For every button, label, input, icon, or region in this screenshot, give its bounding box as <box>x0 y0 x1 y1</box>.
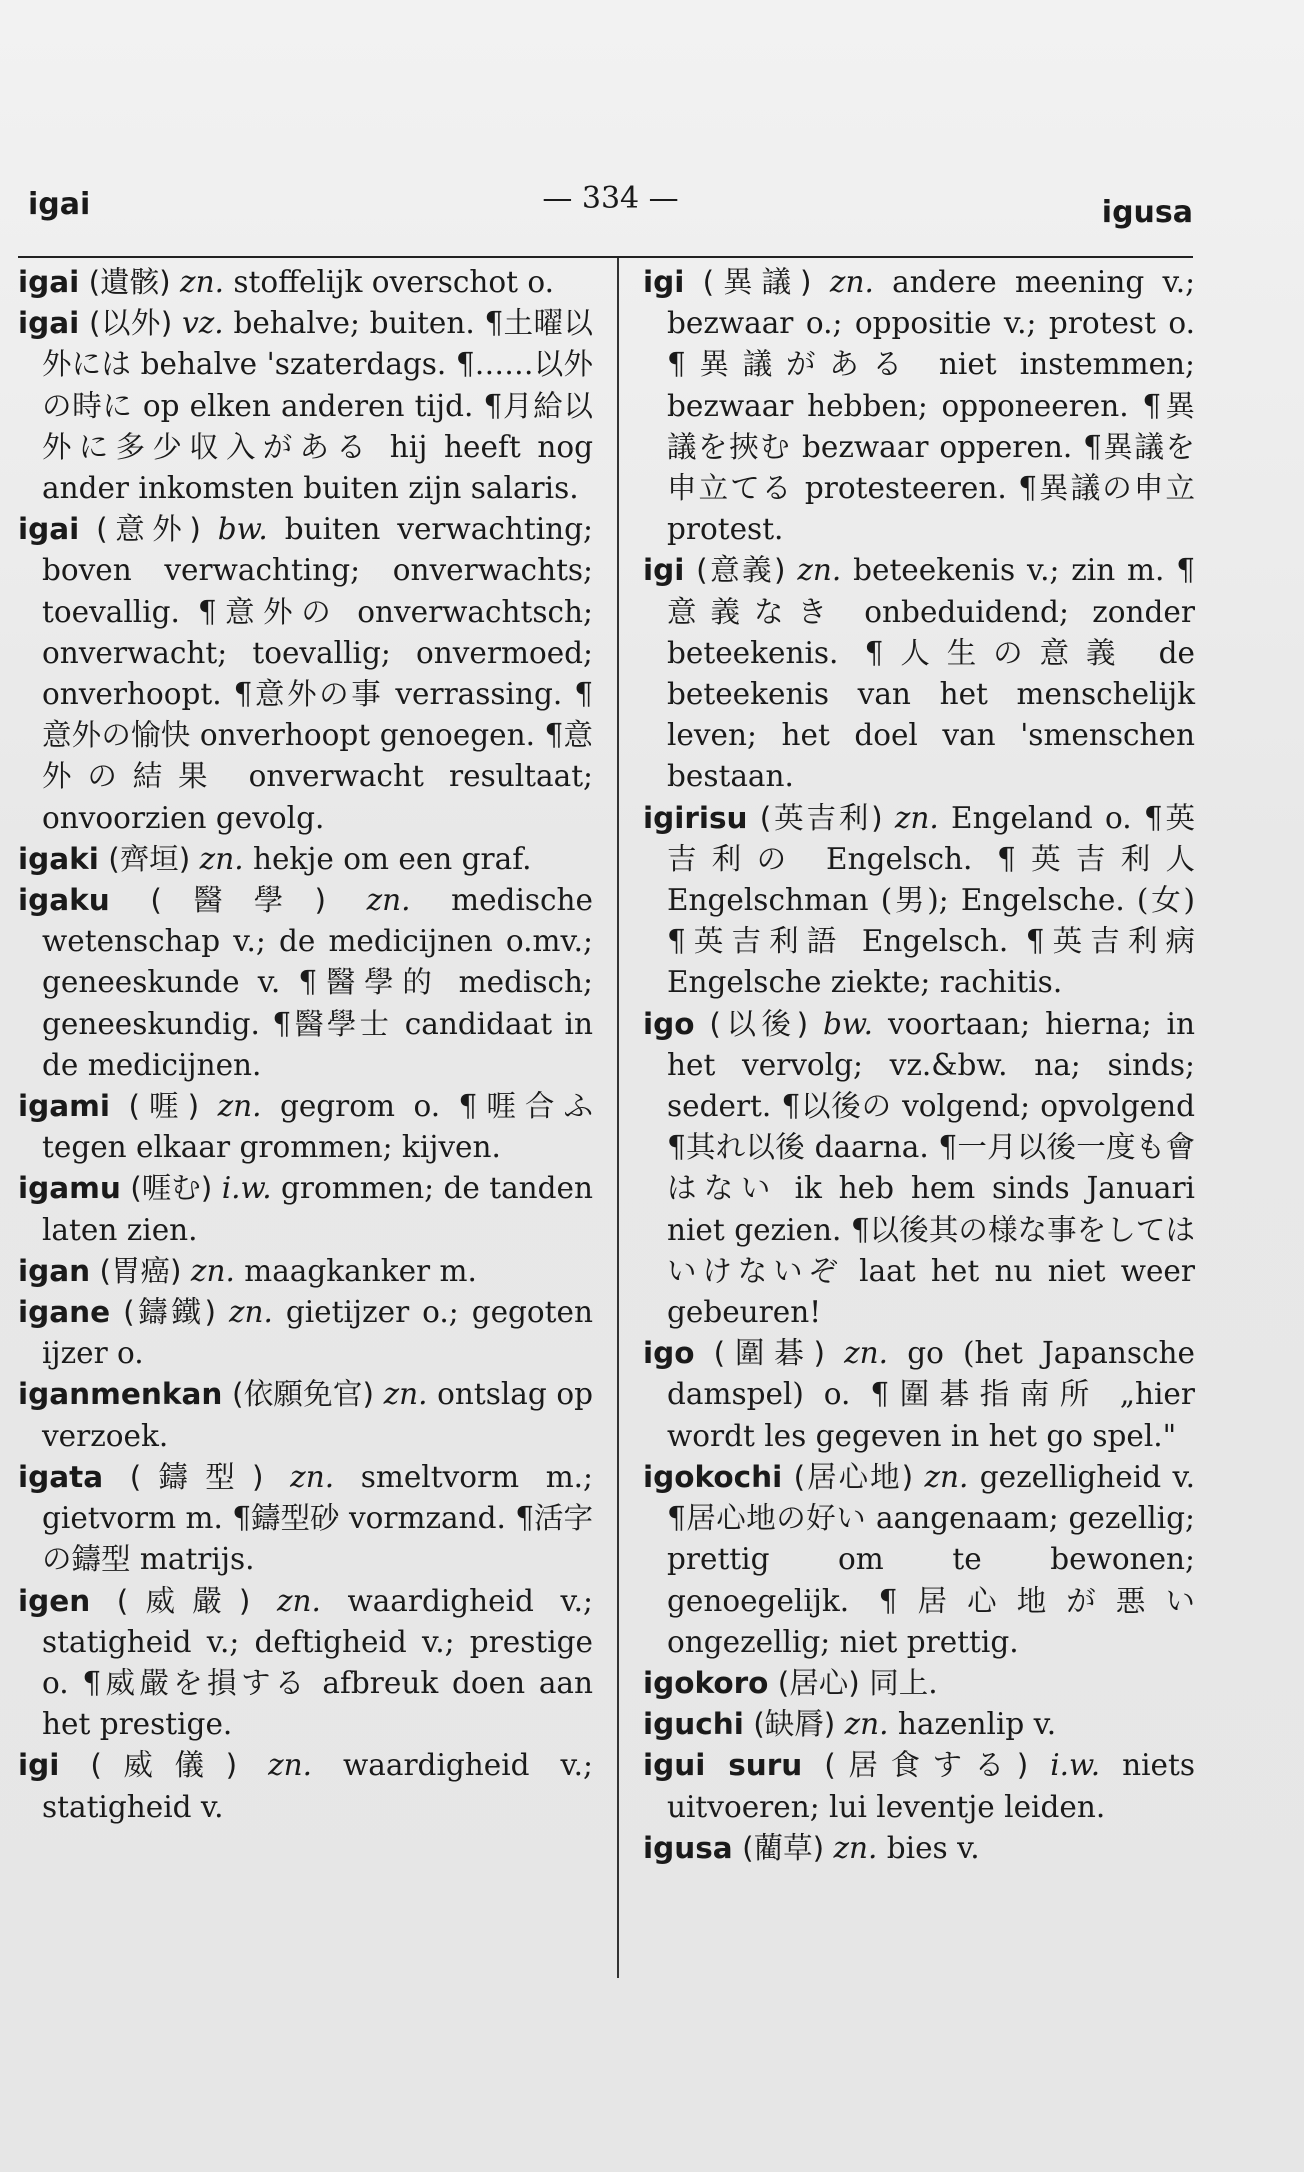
entry-kanji: (居心) <box>768 1665 870 1700</box>
page-header <box>28 175 1193 230</box>
entry-headword: igokochi <box>643 1459 783 1494</box>
entry-definition: waardigheid v.; statigheid v. <box>42 1748 593 1824</box>
entry-headword: igo <box>643 1336 695 1371</box>
entry-headword: igai <box>18 512 80 547</box>
entry-part-of-speech: zn. <box>383 1377 438 1412</box>
entry-part-of-speech: zn. <box>829 265 893 299</box>
dictionary-entry <box>18 262 593 303</box>
entry-definition: behalve; buiten. ¶土曜以外には behalve 'szaterdags. ¶……以外の時に op elken anderen tijd. ¶月給以外に多少収入がある hij heeft nog ander inkomsten buiten zijn salaris. <box>42 306 593 506</box>
entry-part-of-speech: bw. <box>823 1006 888 1041</box>
entry-part-of-speech: bw. <box>217 512 285 547</box>
entry-headword: igata <box>18 1459 104 1494</box>
entry-kanji: (遺骸) <box>79 265 181 299</box>
entry-headword: igaku <box>18 883 110 918</box>
dictionary-entry <box>18 1457 593 1581</box>
entry-headword: igi <box>643 265 685 299</box>
entry-kanji: (以外) <box>79 306 183 341</box>
entry-kanji: (鑄型) <box>103 1459 291 1494</box>
entry-headword: igami <box>18 1089 110 1124</box>
dictionary-entry <box>18 1292 593 1374</box>
entry-definition: go (het Japansche damspel) o. ¶圍碁指南所 „hier wordt les gegeven in het go spel." <box>667 1336 1195 1453</box>
page-number: — 334 — <box>542 181 679 216</box>
dictionary-entry <box>643 1004 1195 1334</box>
entry-definition: buiten verwachting; boven verwachting; onverwachts; toevallig. ¶意外の onverwachtsch; onverwacht; toevallig; onvermoed; onverhoopt. ¶意外の事 verrassing. ¶意外の愉快 onverhoopt genoegen. ¶意外の結果 onverwacht resultaat; onvoorzien gevolg. <box>42 512 593 835</box>
right-column <box>643 262 1195 1869</box>
dictionary-entry <box>643 1457 1195 1663</box>
entry-definition: medische wetenschap v.; de medicijnen o.mv.; geneeskunde v. ¶醫學的 medisch; geneeskundig. ¶醫學士 candidaat in de medicijnen. <box>42 883 593 1082</box>
entry-part-of-speech: zn. <box>276 1583 348 1618</box>
entry-part-of-speech: zn. <box>894 800 952 835</box>
entry-part-of-speech: zn. <box>199 841 253 876</box>
entry-part-of-speech: i.w. <box>1050 1748 1123 1783</box>
entry-part-of-speech: zn. <box>268 1748 344 1783</box>
entry-headword: igane <box>18 1295 111 1330</box>
entry-kanji: (齊垣) <box>98 841 200 876</box>
entry-definition: hekje om een graf. <box>252 841 532 876</box>
dictionary-entry <box>643 1333 1195 1457</box>
dictionary-entry <box>18 303 593 509</box>
entry-definition: gegrom o. ¶啀合ふ tegen elkaar grommen; kijven. <box>42 1089 593 1165</box>
entry-definition: maagkanker m. <box>244 1253 477 1288</box>
entry-definition: waardigheid v.; statigheid v.; deftigheid v.; prestige o. ¶威嚴を損する afbreuk doen aan het prestige. <box>42 1583 593 1742</box>
dictionary-entry <box>643 1704 1195 1745</box>
dictionary-entry <box>643 1828 1195 1869</box>
dictionary-entry <box>643 1745 1195 1827</box>
entry-definition: bies v. <box>886 1830 980 1865</box>
dictionary-entry <box>18 880 593 1086</box>
dictionary-entry <box>18 1086 593 1168</box>
entry-definition: andere meening v.; bezwaar o.; oppositie v.; protest o. ¶異議がある niet instemmen; bezwaar hebben; opponeeren. ¶異議を挾む bezwaar opperen. ¶異議を申立てる protesteeren. ¶異議の申立 protest. <box>667 265 1196 547</box>
entry-headword: igirisu <box>643 800 748 835</box>
entry-headword: igo <box>643 1006 695 1041</box>
entry-headword: igui suru <box>643 1748 803 1783</box>
entry-definition: niets uitvoeren; lui leventje leiden. <box>667 1748 1195 1824</box>
entry-part-of-speech: zn. <box>797 553 854 588</box>
entry-definition: beteekenis v.; zin m. ¶意義なき onbeduidend; zonder beteekenis. ¶人生の意義 de beteekenis van het menschelijk leven; het doel van 'smenschen bestaan. <box>667 553 1196 794</box>
entry-kanji: (居食する) <box>802 1748 1051 1783</box>
entry-kanji: (以後) <box>694 1006 823 1041</box>
entry-headword: igi <box>643 553 685 588</box>
entry-definition: ontslag op verzoek. <box>42 1377 593 1453</box>
entry-headword: igai <box>18 265 80 299</box>
header-last-word: igusa <box>1101 195 1193 230</box>
entry-kanji: (威儀) <box>59 1748 269 1783</box>
entry-part-of-speech: zn. <box>366 883 452 918</box>
dictionary-entry <box>643 550 1195 797</box>
entry-definition: smeltvorm m.; gietvorm m. ¶鑄型砂 vormzand. ¶活字の鑄型 matrijs. <box>42 1459 593 1577</box>
entry-part-of-speech: zn. <box>924 1459 980 1494</box>
entry-part-of-speech: vz. <box>182 306 234 341</box>
entry-kanji: (啀む) <box>120 1171 222 1206</box>
entry-definition: 同上. <box>869 1665 938 1700</box>
entry-part-of-speech: zn. <box>217 1089 280 1124</box>
entry-kanji: (依願免官) <box>222 1377 384 1412</box>
entry-part-of-speech: zn. <box>844 1336 908 1371</box>
entry-kanji: (居心地) <box>782 1459 925 1494</box>
entry-headword: igaki <box>18 841 99 876</box>
entry-kanji: (英吉利) <box>747 800 895 835</box>
entry-definition: voortaan; hierna; in het vervolg; vz.&bw. na; sinds; sedert. ¶以後の volgend; opvolgend ¶其れ以後 daarna. ¶一月以後一度も會はない ik heb hem sinds Januari niet gezien. ¶以後其の様な事をしてはいけないぞ laat het nu niet weer gebeuren! <box>667 1006 1195 1330</box>
entry-headword: igen <box>18 1583 91 1618</box>
dictionary-entry <box>643 1663 1195 1704</box>
column-divider <box>617 258 619 1978</box>
entry-kanji: (異議) <box>684 265 830 299</box>
entry-part-of-speech: zn. <box>844 1707 898 1742</box>
entry-kanji: (醫學) <box>109 883 367 918</box>
dictionary-entry <box>18 1745 593 1827</box>
entry-part-of-speech: zn. <box>180 265 234 299</box>
entry-kanji: (藺草) <box>732 1830 834 1865</box>
entry-headword: igusa <box>643 1830 733 1865</box>
header-rule <box>18 256 1193 258</box>
entry-kanji: (缺脣) <box>743 1707 845 1742</box>
dictionary-entry <box>18 509 593 839</box>
dictionary-entry <box>18 1581 593 1746</box>
entry-headword: igi <box>18 1748 60 1783</box>
entry-part-of-speech: zn. <box>833 1830 887 1865</box>
entry-kanji: (圍碁) <box>694 1336 845 1371</box>
entry-part-of-speech: i.w. <box>221 1171 282 1206</box>
entry-kanji: (啀) <box>110 1089 218 1124</box>
entry-definition: stoffelijk overschot o. <box>233 265 555 299</box>
entry-headword: iganmenkan <box>18 1377 223 1412</box>
entry-headword: igan <box>18 1253 91 1288</box>
dictionary-entry <box>643 262 1195 550</box>
entry-definition: Engeland o. ¶英吉利の Engelsch. ¶英吉利人 Engelschman (男); Engelsche. (女) ¶英吉利語 Engelsch. ¶英吉利病 Engelsche ziekte; rachitis. <box>667 800 1195 1000</box>
entry-headword: igamu <box>18 1171 121 1206</box>
entry-kanji: (意外) <box>79 512 218 547</box>
entry-kanji: (威嚴) <box>90 1583 277 1618</box>
header-first-word: igai <box>28 187 91 222</box>
entry-part-of-speech: zn. <box>228 1295 286 1330</box>
entry-definition: gietijzer o.; gegoten ijzer o. <box>42 1295 593 1371</box>
dictionary-entry <box>18 1251 593 1292</box>
entry-definition: hazenlip v. <box>897 1707 1057 1742</box>
left-column <box>18 262 593 1828</box>
dictionary-entry <box>18 839 593 880</box>
entry-headword: igai <box>18 306 80 341</box>
dictionary-entry <box>18 1168 593 1250</box>
entry-kanji: (鑄鐵) <box>110 1295 229 1330</box>
dictionary-entry <box>18 1374 593 1456</box>
entry-part-of-speech: zn. <box>290 1459 361 1494</box>
entry-headword: iguchi <box>643 1707 744 1742</box>
dictionary-entry <box>643 798 1195 1004</box>
entry-kanji: (意義) <box>684 553 798 588</box>
entry-kanji: (胃癌) <box>90 1253 191 1288</box>
entry-headword: igokoro <box>643 1665 769 1700</box>
entry-definition: grommen; de tanden laten zien. <box>42 1171 593 1247</box>
entry-definition: gezelligheid v. ¶居心地の好い aangenaam; gezellig; prettig om te bewonen; genoegelijk. ¶居心地が悪い ongezellig; niet prettig. <box>667 1459 1195 1659</box>
entry-part-of-speech: zn. <box>190 1253 245 1288</box>
